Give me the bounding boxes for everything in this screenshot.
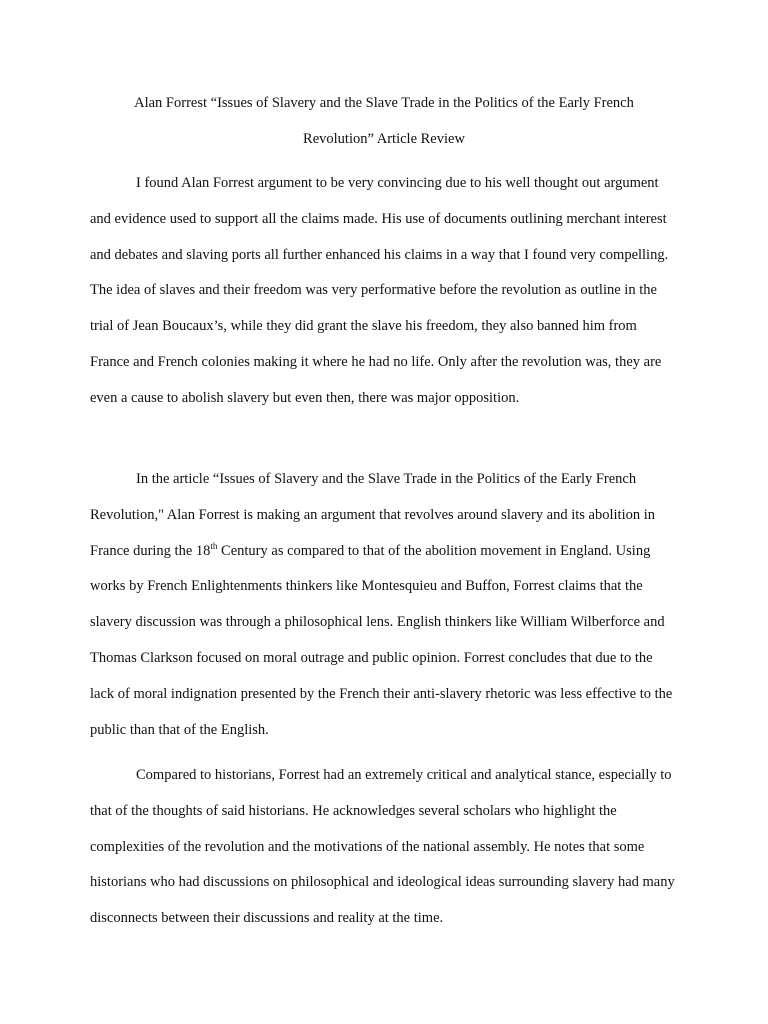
paragraph-1: I found Alan Forrest argument to be very convincing due to his well thought out argument and evidence used to support all the claims made. His use of documents outlining merchant interest and debates and slaving ports all further enhanced his claims in a way that I found very compelling. The idea of slaves and their freedom was very performative before the revolution as outline in the trial of Jean Boucaux’s, while they did grant the slave his freedom, they also banned him from France and French colonies making it where he had no life. Only after the revolution was, they are even a cause to abolish slavery but even then, there was major opposition. <box>90 175 669 406</box>
paragraph-2 <box>90 462 678 748</box>
title-line-1: Alan Forrest “Issues of Slavery and the Slave Trade in the Politics of the Early French <box>134 95 634 111</box>
paragraph-2-text-a: In the article “Issues of Slavery and the Slave Trade in the Politics of the Early French Revolution," Alan Forrest is making an argument that revolves around slavery and its abolition in France during the 18 <box>90 471 656 559</box>
paragraph-2-text-b: Century as compared to that of the abolition movement in England. Using works by French Enlightenments thinkers like Montesquieu and Buffon, Forrest claims that the slavery discussion was through a philosophical lens. English thinkers like William Wilberforce and Thomas Clarkson focused on moral outrage and public opinion. Forrest concludes that due to the lack of moral indignation presented by the French their anti-slavery rhetoric was less effective to the public than that of the English. <box>90 542 673 738</box>
title-line-2: Revolution” Article Review <box>303 131 465 147</box>
document-title <box>90 85 678 157</box>
ordinal-superscript: th <box>210 540 218 551</box>
paragraph-3: Compared to historians, Forrest had an extremely critical and analytical stance, especially to that of the thoughts of said historians. He acknowledges several scholars who highlight the complexities of the revolution and the motivations of the national assembly. He notes that some historians who had discussions on philosophical and ideological ideas surrounding slavery had many disconnects between their discussions and reality at the time. <box>90 767 675 927</box>
